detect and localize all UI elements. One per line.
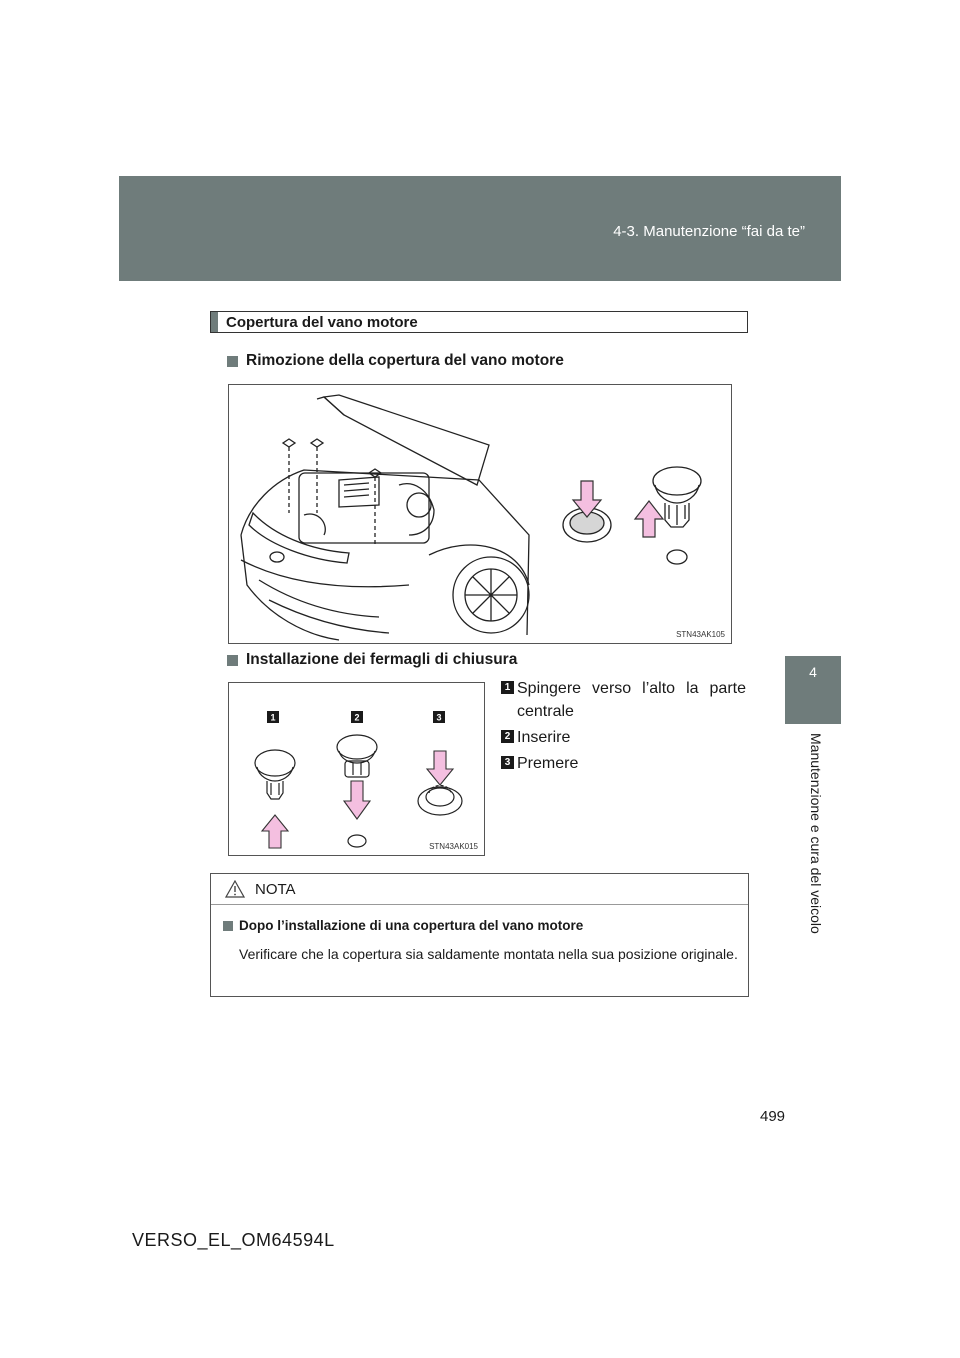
step-text: Inserire xyxy=(517,729,571,746)
install-heading-text: Installazione dei fermagli di chiusura xyxy=(246,651,518,668)
note-box xyxy=(210,873,749,997)
chapter-title: Manutenzione e cura del veicolo xyxy=(808,733,824,934)
square-bullet-icon xyxy=(227,655,238,666)
svg-text:1: 1 xyxy=(270,712,276,723)
down-arrow-icon xyxy=(344,781,370,819)
figure-code: STN43AK105 xyxy=(676,630,725,639)
up-arrow-icon xyxy=(635,501,663,537)
section-title: Copertura del vano motore xyxy=(226,313,418,331)
note-label: NOTA xyxy=(255,880,296,898)
note-subheading xyxy=(223,918,583,933)
removal-heading xyxy=(227,352,564,370)
section-marker xyxy=(211,312,218,332)
down-arrow-icon xyxy=(573,481,601,517)
clip-install-figure xyxy=(228,682,485,856)
chapter-number: 4 xyxy=(809,664,817,680)
step-number: 2 xyxy=(501,730,514,743)
step-2 xyxy=(501,726,746,749)
section-label: 4-3. Manutenzione “fai da te” xyxy=(613,223,805,240)
step-text: Premere xyxy=(517,755,579,772)
section-title-bar xyxy=(210,311,748,333)
chapter-tab xyxy=(785,656,841,724)
up-arrow-icon xyxy=(262,815,288,848)
note-header xyxy=(211,874,748,905)
removal-heading-text: Rimozione della copertura del vano motore xyxy=(246,352,564,369)
step-text: Spingere verso l’alto la parte centrale xyxy=(517,680,746,720)
square-bullet-icon xyxy=(223,921,233,931)
warning-triangle-icon xyxy=(225,880,245,898)
step-1 xyxy=(501,677,746,723)
header-band xyxy=(119,176,841,281)
note-subheading-text: Dopo l’installazione di una copertura del vano motore xyxy=(239,918,584,933)
engine-bay-illustration xyxy=(229,385,731,643)
square-bullet-icon xyxy=(227,356,238,367)
svg-text:2: 2 xyxy=(354,712,360,723)
step-number: 3 xyxy=(501,756,514,769)
clip-steps-illustration xyxy=(229,683,484,855)
page-number: 499 xyxy=(760,1108,786,1125)
install-heading xyxy=(227,651,517,669)
footer-code: VERSO_EL_OM64594L xyxy=(132,1230,335,1250)
engine-cover-figure xyxy=(228,384,732,644)
svg-text:3: 3 xyxy=(436,712,442,723)
figure-code: STN43AK015 xyxy=(429,842,478,851)
step-number: 1 xyxy=(501,681,514,694)
down-arrow-icon xyxy=(427,751,453,785)
step-3 xyxy=(501,752,746,775)
note-body: Verificare che la copertura sia saldamente montata nella sua posizione originale. xyxy=(239,946,738,962)
